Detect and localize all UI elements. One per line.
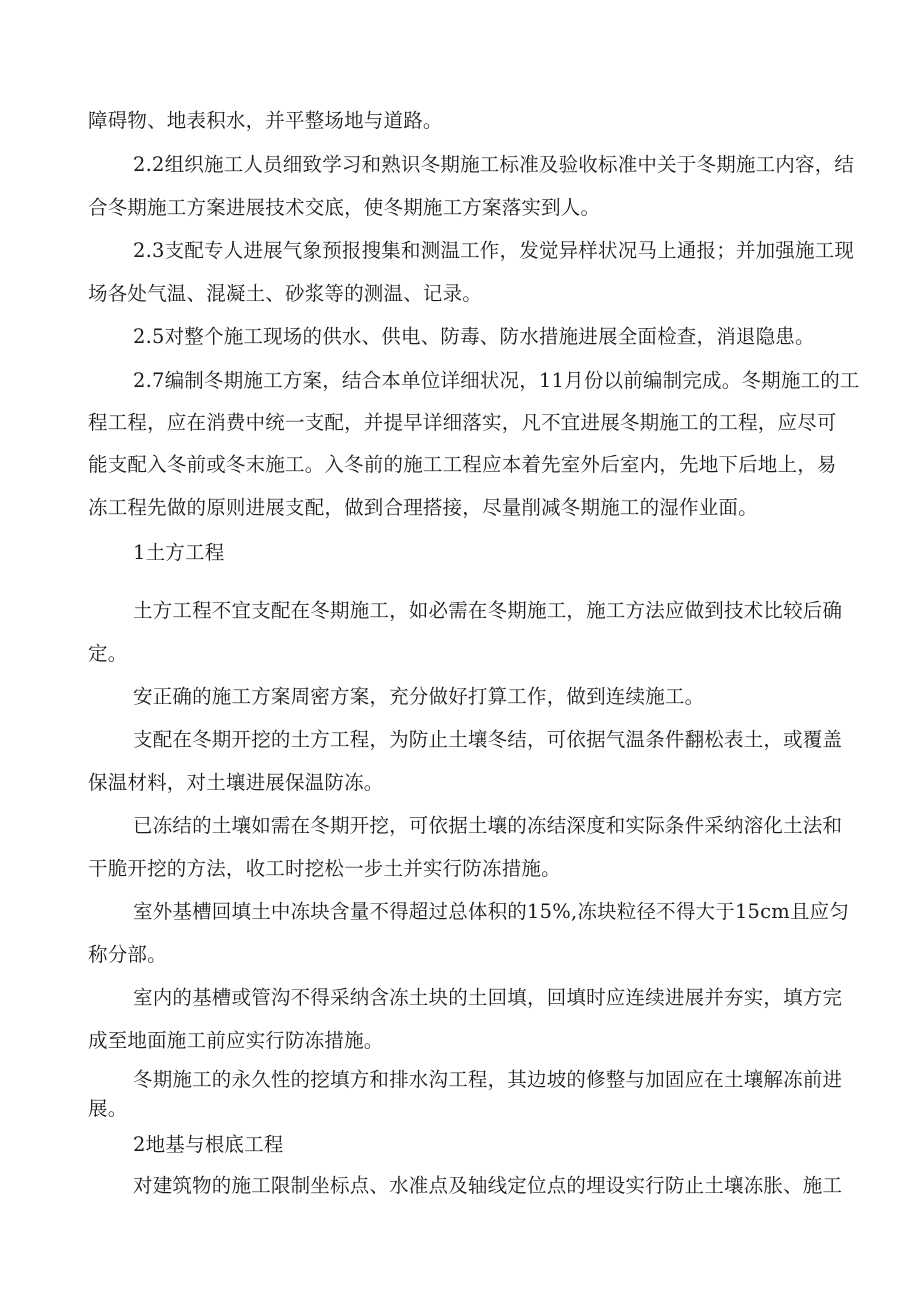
text-line: 干脆开挖的方法，收工时挖松一步土并实行防冻措施。: [88, 857, 561, 880]
text-line: 对建筑物的施工限制坐标点、水准点及轴线定位点的埋设实行防止土壤冻胀、施工: [133, 1174, 843, 1197]
text-line: 场各处气温、混凝土、砂浆等的测温、记录。: [88, 282, 483, 305]
text-line: 程工程，应在消费中统一支配，并提早详细落实，凡不宜进展冬期施工的工程，应尽可: [88, 411, 837, 434]
text-line: 合冬期施工方案进展技术交底，使冬期施工方案落实到人。: [88, 196, 601, 219]
text-line: 2.5对整个施工现场的供水、供电、防毒、防水措施进展全面检查，消退隐患。: [133, 325, 815, 348]
text-line: 室外基槽回填土中冻块含量不得超过总体积的15%,冻块粒径不得大于15cm且应匀: [133, 900, 850, 923]
text-line: 支配在冬期开挖的土方工程，为防止土壤冬结，可依据气温条件翻松表土，或覆盖: [133, 728, 843, 751]
text-line: 土方工程不宜支配在冬期施工，如必需在冬期施工，施工方法应做到技术比较后确: [133, 599, 843, 622]
text-line: 2.7编制冬期施工方案，结合本单位详细状况，11月份以前编制完成。冬期施工的工: [133, 369, 860, 392]
text-line: 能支配入冬前或冬末施工。入冬前的施工工程应本着先室外后室内，先地下后地上，易: [88, 453, 837, 476]
text-line: 已冻结的土壤如需在冬期开挖，可依据土壤的冻结深度和实际条件采纳溶化土法和: [133, 814, 843, 837]
text-line: 保温材料，对土壤进展保温防冻。: [88, 771, 384, 794]
text-line: 室内的基槽或管沟不得采纳含冻土块的土回填，回填时应连续进展并夯实，填方完: [133, 986, 843, 1009]
text-line: 成至地面施工前应实行防冻措施。: [88, 1029, 384, 1052]
text-line: 2.3支配专人进展气象预报搜集和测温工作，发觉异样状况马上通报；并加强施工现: [133, 239, 855, 262]
text-line: 障碍物、地表积水，并平整场地与道路。: [88, 109, 443, 132]
text-line: 定。: [88, 642, 128, 665]
section-heading: 2地基与根底工程: [133, 1133, 284, 1156]
section-heading: 1土方工程: [133, 541, 225, 564]
text-line: 展。: [88, 1097, 128, 1120]
text-line: 2.2组织施工人员细致学习和熟识冬期施工标准及验收标准中关于冬期施工内容，结: [133, 153, 855, 176]
text-line: 安正确的施工方案周密方案，充分做好打算工作，做到连续施工。: [133, 685, 705, 708]
text-line: 称分部。: [88, 943, 167, 966]
text-line: 冬期施工的永久性的挖填方和排水沟工程，其边坡的修整与加固应在土壤解冻前进: [133, 1068, 843, 1091]
text-line: 冻工程先做的原则进展支配，做到合理搭接，尽量削减冬期施工的湿作业面。: [88, 496, 758, 519]
